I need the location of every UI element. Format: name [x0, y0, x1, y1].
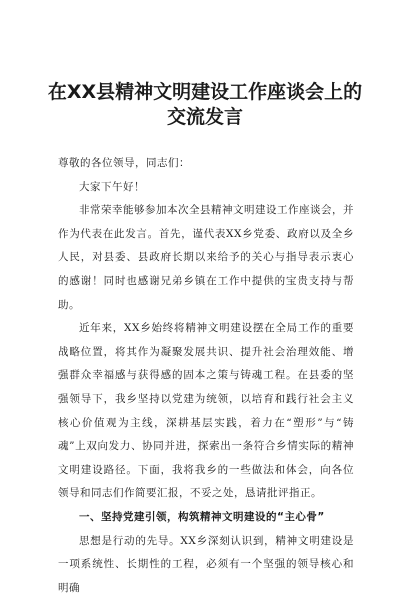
section-heading-1: 一、坚持党建引领，构筑精神文明建设的“主心骨” — [58, 506, 354, 530]
greeting: 大家下午好！ — [58, 176, 354, 200]
title-line-2: 交流发言 — [20, 105, 390, 130]
document-body — [58, 152, 354, 600]
document-title — [20, 80, 390, 130]
salutation: 尊敬的各位领导，同志们： — [58, 152, 354, 176]
paragraph-2: 近年来，XX乡始终将精神文明建设摆在全局工作的重要战略位置，将其作为凝聚发展共识、提升社会治理效能、增强群众幸福感与获得感的固本之策与铸魂工程。在县委的坚强领导下，我乡坚持以党建为统领，以培育和践行社会主义核心价值观为主线，深耕基层实践，着力在“塑形”与“铸魂”上双向发力、协同并进，探索出一条符合乡情实际的精神文明建设路径。下面，我将我乡的一些做法和体会，向各位领导和同志们作简要汇报，不妥之处，恳请批评指正。 — [58, 317, 354, 506]
paragraph-1: 非常荣幸能够参加本次全县精神文明建设工作座谈会，并作为代表在此发言。首先，谨代表XX乡党委、政府以及全乡人民，对县委、县政府长期以来给予的关心与指导表示衷心的感谢！同时也感谢兄弟乡镇在工作中提供的宝贵支持与帮助。 — [58, 199, 354, 317]
paragraph-3: 思想是行动的先导。XX乡深刻认识到，精神文明建设是一项系统性、长期性的工程，必须有一个坚强的领导核心和明确 — [58, 530, 354, 600]
title-line-1: 在XX县精神文明建设工作座谈会上的 — [20, 80, 390, 105]
